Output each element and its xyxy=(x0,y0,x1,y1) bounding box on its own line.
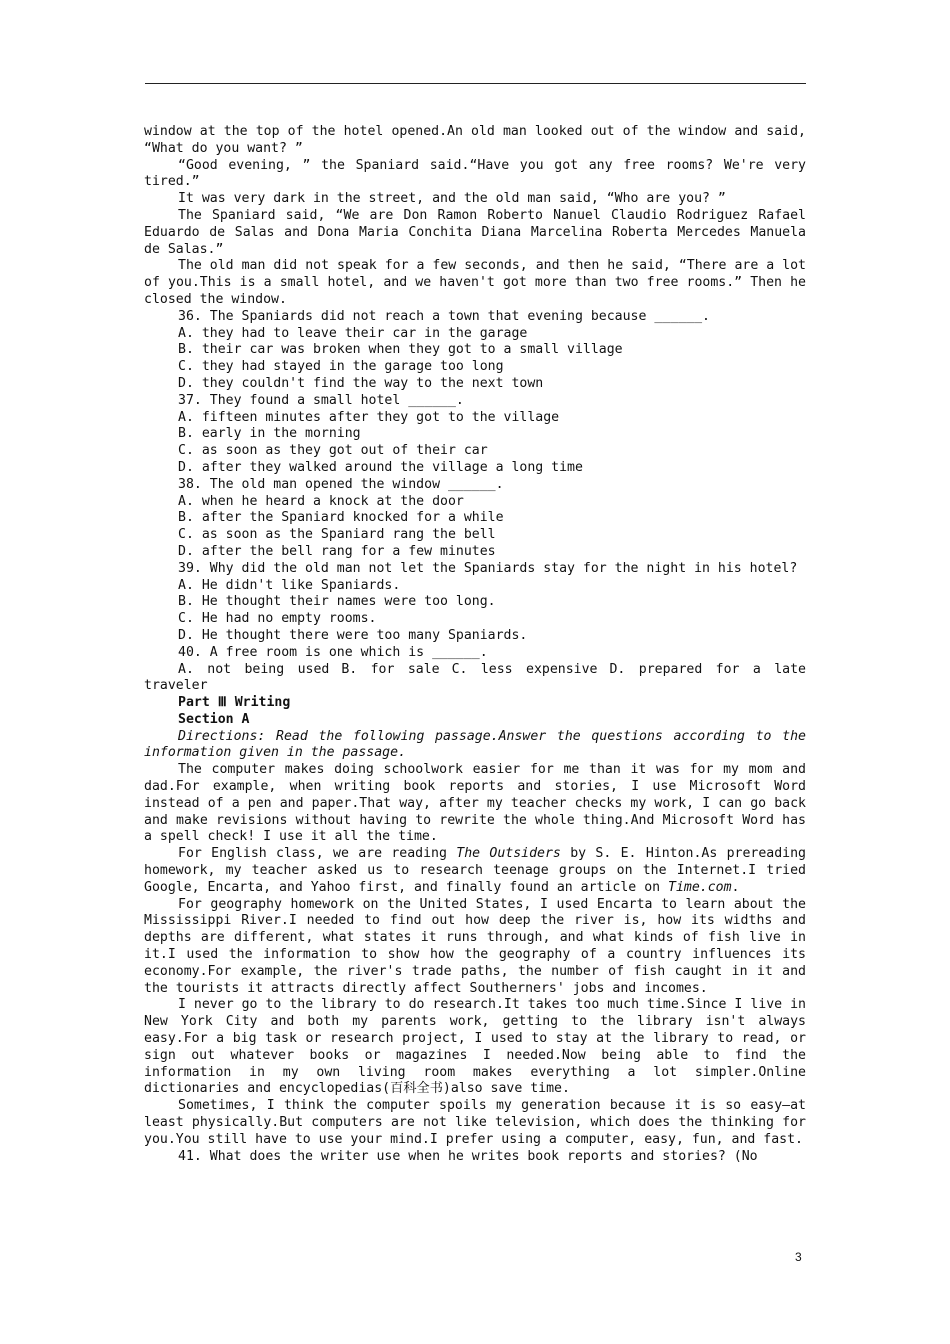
question-option: C. as soon as the Spaniard rang the bell xyxy=(178,527,496,543)
question-option: D. after the bell rang for a few minutes xyxy=(178,543,496,559)
passage-paragraph: I never go to the library to do research.It takes too much time.Since I live in New York City and both my parents work, getting to the library isn't always easy.For a big task or research project, I used to stay at the library to read, or sign out whatever books or magazines I needed.Now being able to find the information in my own living room makes everything a lot simpler.Online dictionaries and encyclopedias(百科全书)also save time. xyxy=(144,997,806,1097)
question-option: C. He had no empty rooms. xyxy=(178,611,377,627)
question-option: B. their car was broken when they got to a small village xyxy=(178,342,623,358)
page-number: 3 xyxy=(795,1250,802,1264)
passage-paragraph: Sometimes, I think the computer spoils my generation because it is so easy—at least physically.But computers are not like television, which does the thinking for you.You still have to use your mind.I prefer using a computer, easy, fun, and fast. xyxy=(144,1098,806,1147)
section-heading: Section A xyxy=(178,711,250,727)
passage-paragraph: The computer makes doing schoolwork easier for me than it was for my mom and dad.For example, when writing book reports and stories, I use Microsoft Word instead of a pen and paper.That way, after my teacher checks my work, I can go back and make revisions without having to rewrite the whole thing.And Microsoft Word has a spell check! I use it all the time. xyxy=(144,762,806,845)
question-37-stem: 37. They found a small hotel ______. xyxy=(178,392,464,408)
question-option: D. He thought there were too many Spaniards. xyxy=(178,627,528,643)
directions: Directions: Read the following passage.Answer the questions according to the information given in the passage. xyxy=(144,728,806,761)
part-heading: Part Ⅲ Writing xyxy=(178,695,291,711)
question-40-options xyxy=(144,662,806,696)
question-41-stem: 41. What does the writer use when he writes book reports and stories? (No xyxy=(178,1148,758,1164)
question-option: C. they had stayed in the garage too long xyxy=(178,359,504,375)
directions-label: Directions xyxy=(178,728,258,744)
question-option: D. prepared for a late traveler xyxy=(144,661,806,694)
question-38-stem: 38. The old man opened the window ______. xyxy=(178,476,504,492)
story-paragraph: “Good evening, ” the Spaniard said.“Have you got any free rooms? We're very tired.” xyxy=(144,157,806,190)
question-39-stem: 39. Why did the old man not let the Spaniards stay for the night in his hotel? xyxy=(178,560,798,576)
question-option: A. they had to leave their car in the garage xyxy=(178,325,528,341)
question-option: C. less expensive xyxy=(451,661,598,677)
question-40-stem: 40. A free room is one which is ______. xyxy=(178,644,488,660)
passage-paragraph: For geography homework on the United States, I used Encarta to learn about the Mississippi River.I needed to find out how deep the river is, how its widths and depths are different, what states it runs through, and what kinds of fish live in it.I used the information to show how the geography of a country influences its economy.For example, the river's trade paths, the number of fish caught in it and the tourists it attracts directly affect Southerners' jobs and incomes. xyxy=(144,896,806,996)
question-option: B. for sale xyxy=(341,661,440,677)
passage-paragraph xyxy=(144,846,806,896)
question-option: B. early in the morning xyxy=(178,426,361,442)
story-paragraph: The Spaniard said, “We are Don Ramon Roberto Nanuel Claudio Rodriguez Rafael Eduardo de Salas and Dona Maria Conchita Diana Marcelina Roberta Mercedes Manuela de Salas.” xyxy=(144,207,806,257)
question-36-stem: 36. The Spaniards did not reach a town that evening because ______. xyxy=(178,308,710,324)
question-option: A. He didn't like Spaniards. xyxy=(178,577,401,593)
passage-text: . xyxy=(731,879,740,895)
story-paragraph: window at the top of the hotel opened.An old man looked out of the window and said, “What do you want? ” xyxy=(144,124,806,156)
question-option: B. after the Spaniard knocked for a while xyxy=(178,510,504,526)
question-option: D. they couldn't find the way to the next town xyxy=(178,375,544,391)
book-title: The Outsiders xyxy=(456,846,561,862)
passage-text: For English class, we are reading xyxy=(178,846,457,862)
question-option: A. fifteen minutes after they got to the village xyxy=(178,409,560,425)
question-option: C. as soon as they got out of their car xyxy=(178,443,488,459)
question-option: A. not being used xyxy=(178,661,330,677)
question-option: A. when he heard a knock at the door xyxy=(178,493,464,509)
page-content xyxy=(144,124,806,1165)
directions-text: Read the following passage.Answer the questions according to the information given in the passage. xyxy=(144,728,806,761)
passage-text: by S. E. Hinton.As prereading homework, my teacher asked us to research teenage groups on the Internet.I tried Google, Encarta, and Yahoo first, and finally found an article on xyxy=(144,846,806,895)
question-option: B. He thought their names were too long. xyxy=(178,594,496,610)
website-name: Time.com xyxy=(668,879,732,895)
header-rule xyxy=(145,83,806,84)
story-paragraph: It was very dark in the street, and the old man said, “Who are you? ” xyxy=(178,191,726,207)
story-paragraph: The old man did not speak for a few seconds, and then he said, “There are a lot of you.This is a small hotel, and we haven't got more than two free rooms.” Then he closed the window. xyxy=(144,258,806,307)
question-option: D. after they walked around the village a long time xyxy=(178,459,583,475)
